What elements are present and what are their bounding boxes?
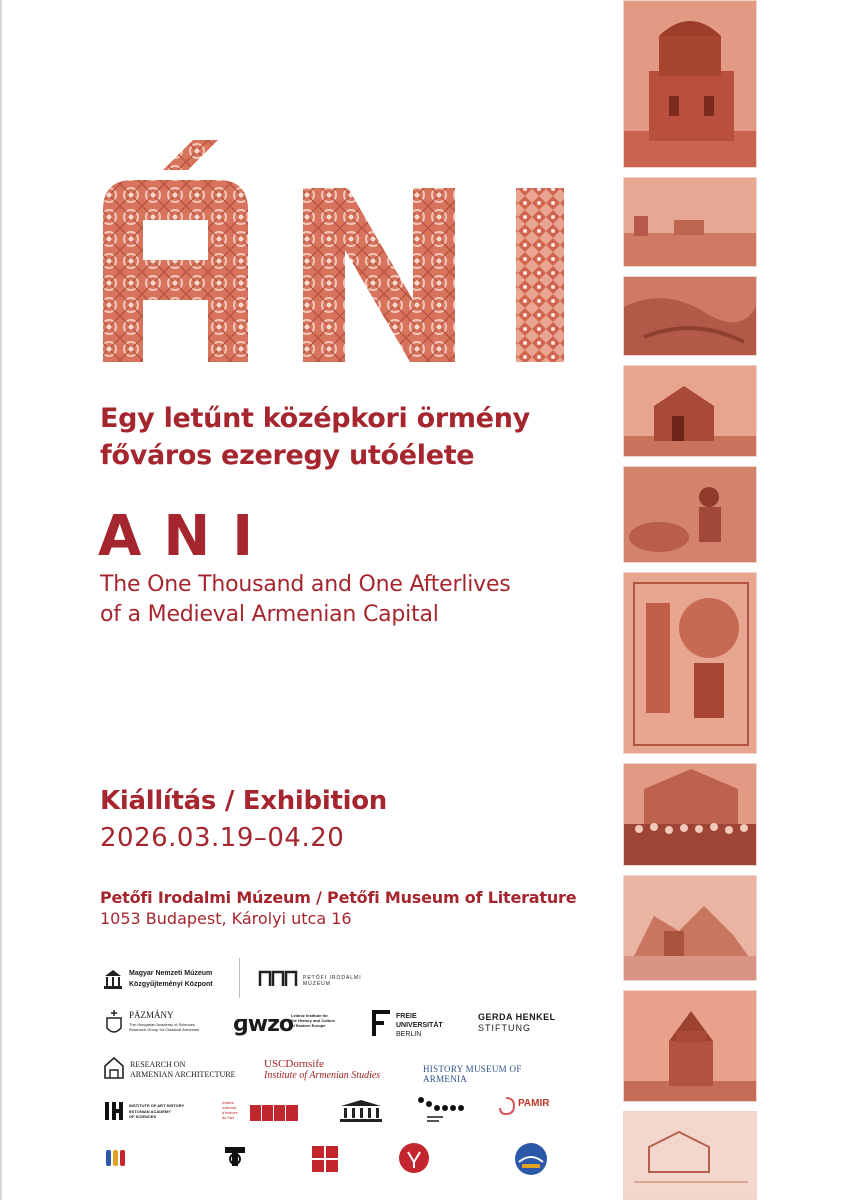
fu-line-2: UNIVERSITÄT xyxy=(396,1022,443,1029)
inha-line-2: national xyxy=(222,1105,237,1110)
inha-line-1: Institut xyxy=(222,1100,234,1105)
mnm-name: Magyar Nemzeti Múzeum xyxy=(129,970,213,977)
logo-gwzo xyxy=(233,1010,353,1040)
pazmany-sub-1: The Hungarian Academy of Sciences xyxy=(129,1022,195,1027)
fu-mark-icon xyxy=(372,1010,390,1036)
photo-group-at-church xyxy=(623,763,757,866)
pazmany-sub-2: Research Group for Classical Armenian xyxy=(129,1027,200,1032)
logo-yerevan-museum xyxy=(398,1142,438,1176)
photo-sketch xyxy=(623,1111,757,1200)
photo-rotunda xyxy=(623,990,757,1102)
logo-dots xyxy=(417,1096,467,1126)
logo-pazmany xyxy=(105,1008,225,1044)
logo-museum-building xyxy=(336,1098,386,1126)
photo-canyon xyxy=(623,276,757,356)
yerevan-museum-icon xyxy=(398,1142,430,1174)
mnm-emblem-icon xyxy=(103,968,123,990)
letter-i xyxy=(516,188,564,362)
red-squares-icon xyxy=(312,1146,338,1172)
ioah-line-3: OF SCIENCES xyxy=(129,1114,157,1119)
fu-line-3: BERLIN xyxy=(396,1031,422,1038)
pazmany-name: PÁZMÁNY xyxy=(129,1010,174,1020)
logo-inha xyxy=(222,1100,302,1126)
raa-emblem-icon xyxy=(103,1056,125,1080)
logo-usc xyxy=(264,1058,404,1084)
naasr-emblem-icon xyxy=(514,1142,548,1176)
photo-excavation xyxy=(623,466,757,563)
logo-divider xyxy=(239,958,240,998)
inha-wordmark-icon xyxy=(250,1105,298,1121)
raa-line-2: ARMENIAN ARCHITECTURE xyxy=(130,1070,236,1079)
logo-raa xyxy=(103,1056,253,1082)
photo-landscape-walls xyxy=(623,177,757,267)
usc-sub: Institute of Armenian Studies xyxy=(264,1070,381,1081)
subtitle-hungarian xyxy=(100,400,580,474)
fu-line-1: FREIE xyxy=(396,1013,417,1020)
dots-mark-icon xyxy=(417,1096,467,1126)
ghs-line-1: GERDA HENKEL xyxy=(478,1012,556,1022)
subtitle-en-line-1: The One Thousand and One Afterlives xyxy=(100,572,511,597)
inha-line-4: de l'art xyxy=(222,1115,234,1120)
gwzo-line-3: of Eastern Europe xyxy=(291,1023,326,1028)
museum-building-icon xyxy=(336,1098,386,1126)
research-group-icon xyxy=(106,1148,128,1168)
raa-line-1: RESEARCH ON xyxy=(130,1060,186,1069)
exhibition-dates: 2026.03.19–04.20 xyxy=(100,823,345,853)
logo-research-group xyxy=(106,1148,156,1174)
tp-emblem-icon xyxy=(222,1144,248,1172)
logo-mnm xyxy=(103,968,233,992)
pim-mark-icon xyxy=(258,968,298,988)
logo-pamir xyxy=(496,1092,566,1126)
subtitle-en-line-2: of a Medieval Armenian Capital xyxy=(100,602,439,627)
venue-name: Petőfi Irodalmi Múzeum / Petőfi Museum of Literature xyxy=(100,888,577,907)
logo-ioah xyxy=(105,1102,205,1124)
pim-name: PETŐFI IRODALMI MÚZEUM xyxy=(303,975,362,987)
photo-engraving xyxy=(623,875,757,981)
mnm-sub: Közgyűjteményi Központ xyxy=(129,981,213,988)
logo-gerda-henkel xyxy=(478,1012,578,1038)
subtitle-english xyxy=(100,570,600,630)
logo-tp xyxy=(222,1144,252,1174)
page-edge xyxy=(0,0,2,1200)
photo-manuscript xyxy=(623,572,757,754)
subtitle-hu-line-2: főváros ezeregy utóélete xyxy=(100,440,475,471)
ioah-mark-icon xyxy=(105,1102,125,1120)
pamir-name: PAMIR xyxy=(518,1098,550,1109)
ghs-line-2: STIFTUNG xyxy=(478,1023,531,1033)
gwzo-line-2: the History and Culture xyxy=(291,1018,336,1023)
inha-line-3: d'histoire xyxy=(222,1110,238,1115)
big-title-ani xyxy=(98,140,578,365)
gwzo-wordmark-icon: ɡwzo xyxy=(233,1012,293,1037)
logo-history-museum-armenia: HISTORY MUSEUM OF ARMENIA xyxy=(423,1064,522,1084)
gwzo-line-1: Leibniz Institute for xyxy=(291,1013,328,1018)
pazmany-crest-icon xyxy=(105,1008,123,1038)
title-ani: ANI xyxy=(98,504,276,569)
logo-fu-berlin xyxy=(372,1010,462,1042)
venue-address: 1053 Budapest, Károlyi utca 16 xyxy=(100,909,352,928)
letter-a xyxy=(103,140,248,362)
letter-n xyxy=(303,188,455,362)
logo-naasr xyxy=(514,1142,550,1176)
ioah-line-2: ESTONIAN ACADEMY xyxy=(129,1108,171,1114)
pamir-swirl-icon xyxy=(496,1096,516,1116)
usc-name: USCDornsife xyxy=(264,1058,324,1070)
photo-round-church xyxy=(623,0,757,168)
subtitle-hu-line-1: Egy letűnt középkori örmény xyxy=(100,403,530,434)
logo-pim xyxy=(258,968,388,990)
logo-red-cross xyxy=(312,1146,342,1174)
exhibition-label: Kiállítás / Exhibition xyxy=(100,786,387,816)
ioah-line-1: INSTITUTE OF ART HISTORY xyxy=(129,1103,185,1108)
photo-ruined-church xyxy=(623,365,757,457)
